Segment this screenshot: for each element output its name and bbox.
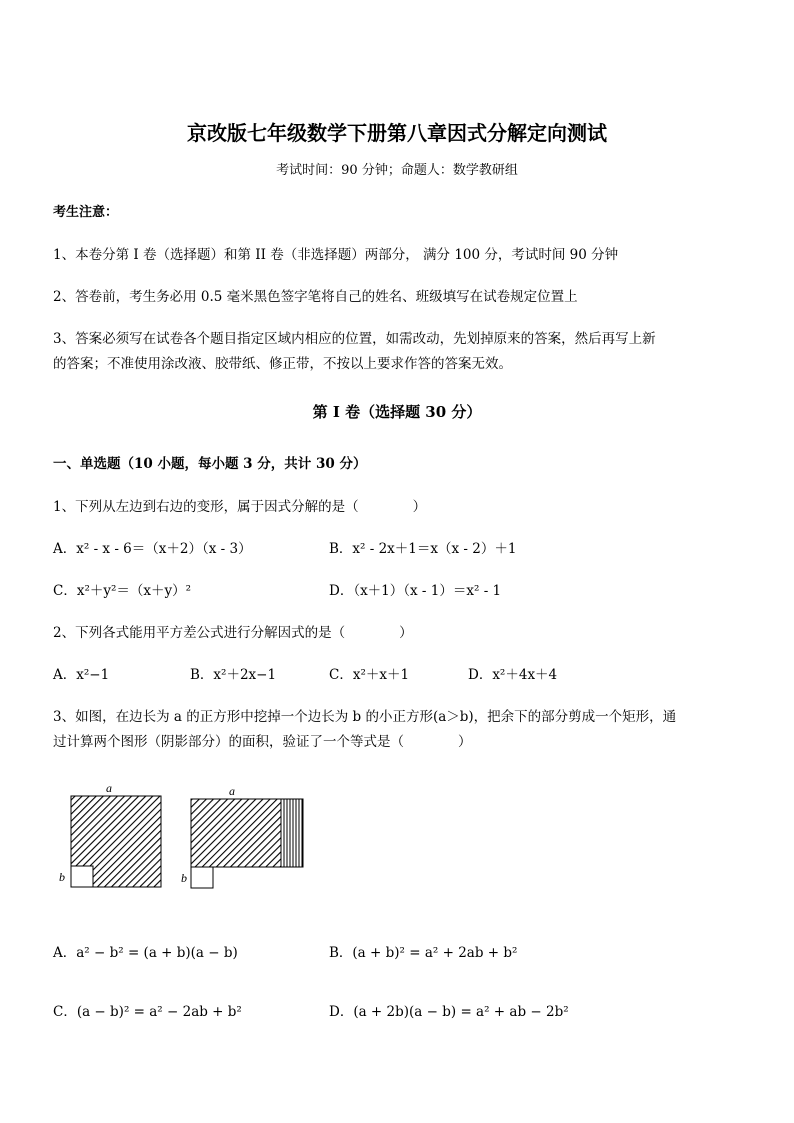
q2-option-d: D．x²＋4x＋4 — [468, 667, 558, 683]
figure-right-rect — [191, 799, 281, 867]
q2-option-c: C．x²＋x＋1 — [329, 667, 410, 683]
figure-right-label-a: a — [229, 784, 235, 798]
q3-stem-line2: 过计算两个图形（阴影部分）的面积，验证了一个等式是（ ） — [53, 734, 472, 750]
notice-item-1: 1、本卷分第 I 卷（选择题）和第 II 卷（非选择题）两部分， 满分 100 分，考试时间 90 分钟 — [53, 247, 619, 263]
exam-title: 京改版七年级数学下册第八章因式分解定向测试 — [187, 121, 607, 145]
section-title: 第 I 卷（选择题 30 分） — [312, 403, 482, 421]
q3-option-b: B．(a + b)² = a² + 2ab + b² — [329, 945, 518, 961]
q2-option-a: A．x²−1 — [53, 667, 110, 683]
notice-item-3: 3、答案必须写在试卷各个题目指定区域内相应的位置，如需改动，先划掉原来的答案，然后再写上新 — [53, 331, 656, 347]
q1-stem: 1、下列从左边到右边的变形，属于因式分解的是（ ） — [53, 499, 427, 515]
q2-stem: 2、下列各式能用平方差公式进行分解因式的是（ ） — [53, 625, 413, 641]
part-title: 一、单选题（10 小题，每小题 3 分，共计 30 分） — [53, 456, 367, 472]
q2-option-b: B．x²＋2x−1 — [190, 667, 277, 683]
figure-left-small-square — [71, 866, 93, 887]
q3-figure — [55, 780, 315, 895]
q1-option-d: D．（x＋1）（x - 1）＝x² - 1 — [329, 583, 502, 599]
q1-option-a: A．x² - x - 6＝（x＋2）（x - 3） — [53, 541, 252, 557]
figure-left-label-a: a — [106, 781, 112, 795]
q3-option-d: D．(a + 2b)(a − b) = a² + ab − 2b² — [329, 1004, 569, 1020]
figure-right-small-square — [191, 867, 213, 888]
exam-subtitle: 考试时间：90 分钟；命题人：数学教研组 — [276, 163, 518, 178]
q1-option-c: C．x²＋y²＝（x＋y）² — [53, 583, 192, 599]
figure-right-label-b: b — [181, 871, 187, 885]
q3-option-c: C．(a − b)² = a² − 2ab + b² — [53, 1004, 242, 1020]
notice-heading: 考生注意： — [53, 205, 119, 220]
figure-left-label-b: b — [59, 870, 65, 884]
notice-item-3-cont: 的答案；不准使用涂改液、胶带纸、修正带，不按以上要求作答的答案无效。 — [53, 356, 512, 372]
q1-option-b: B．x² - 2x＋1＝x（x - 2）＋1 — [329, 541, 517, 557]
notice-item-2: 2、答卷前，考生务必用 0.5 毫米黑色签字笔将自己的姓名、班级填写在试卷规定位置上 — [53, 289, 578, 305]
q3-option-a: A．a² − b² = (a + b)(a − b) — [53, 945, 238, 961]
q3-stem-line1: 3、如图，在边长为 a 的正方形中挖掉一个边长为 b 的小正方形(a＞b)，把余下的部分剪成一个矩形，通 — [53, 709, 677, 725]
figure-right-strip — [281, 799, 303, 867]
